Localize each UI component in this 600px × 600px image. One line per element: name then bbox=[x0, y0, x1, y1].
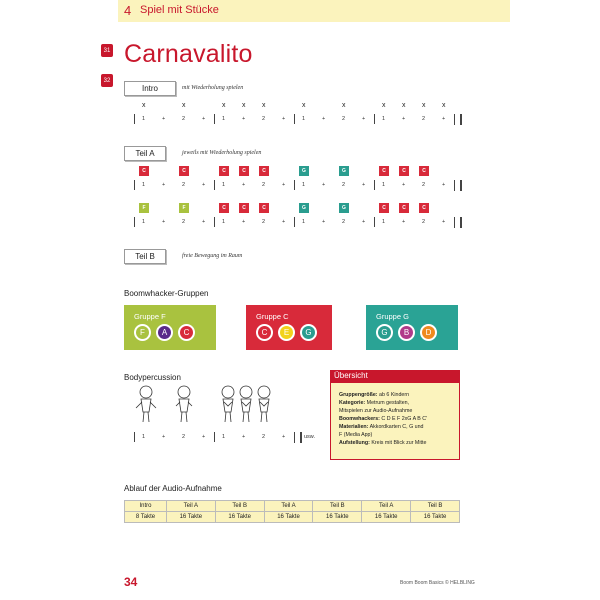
bar-line bbox=[134, 114, 135, 124]
intro-label: Intro bbox=[124, 81, 176, 96]
note-square: C bbox=[219, 166, 229, 176]
count-beat: + bbox=[242, 434, 246, 440]
audio-track-icon[interactable]: 32 bbox=[101, 74, 113, 87]
note-circle: C bbox=[256, 324, 273, 341]
audio-value-cell: 16 Takte bbox=[362, 512, 411, 523]
count-beat: + bbox=[162, 116, 166, 122]
note-square: G bbox=[299, 203, 309, 213]
count-beat: 2 bbox=[182, 116, 186, 122]
bar-line bbox=[134, 217, 135, 227]
x-mark: x bbox=[222, 102, 226, 109]
note-circle: G bbox=[376, 324, 393, 341]
count-beat: 1 bbox=[302, 219, 306, 225]
note-circle: F bbox=[134, 324, 151, 341]
intro-x-row bbox=[124, 102, 464, 112]
teil-a-label: Teil A bbox=[124, 146, 166, 161]
audio-header-cell: Teil B bbox=[411, 501, 460, 512]
intro-note: mit Wiederholung spielen bbox=[182, 85, 244, 91]
intro-count-row bbox=[124, 114, 464, 126]
teil-a-note: jeweils mit Wiederholung spielen bbox=[182, 150, 262, 156]
count-beat: 2 bbox=[422, 116, 426, 122]
count-beat: + bbox=[362, 116, 366, 122]
note-circle: D bbox=[420, 324, 437, 341]
count-beat: 2 bbox=[182, 434, 186, 440]
count-beat: + bbox=[242, 182, 246, 188]
audio-header-cell: Teil A bbox=[362, 501, 411, 512]
count-beat: 2 bbox=[182, 219, 186, 225]
overview-line: Gruppengröße: ab 6 Kindern bbox=[339, 392, 410, 398]
bar-line bbox=[214, 217, 215, 227]
overview-line: Boomwhackers: C D E F 2xG A B C' bbox=[339, 416, 428, 422]
audio-value-cell: 16 Takte bbox=[215, 512, 264, 523]
count-beat: 2 bbox=[422, 219, 426, 225]
count-beat: + bbox=[362, 219, 366, 225]
note-circle: B bbox=[398, 324, 415, 341]
end-bar bbox=[454, 217, 462, 228]
count-beat: + bbox=[322, 116, 326, 122]
groups-title: Boomwhacker-Gruppen bbox=[124, 289, 209, 298]
count-beat: 1 bbox=[222, 182, 226, 188]
audio-header-cell: Teil A bbox=[166, 501, 215, 512]
audio-header-cell: Teil B bbox=[215, 501, 264, 512]
count-beat: 1 bbox=[302, 182, 306, 188]
note-square: G bbox=[299, 166, 309, 176]
bar-line bbox=[374, 180, 375, 190]
bar-line bbox=[294, 217, 295, 227]
bodyperc-figures bbox=[130, 384, 280, 426]
note-square: C bbox=[399, 166, 409, 176]
footer-text: Boom Boom Basics © HELBLING bbox=[400, 580, 475, 586]
note-square: C bbox=[379, 166, 389, 176]
count-beat: 1 bbox=[142, 219, 146, 225]
count-beat: 2 bbox=[342, 219, 346, 225]
count-beat: 2 bbox=[262, 182, 266, 188]
audio-track-icon[interactable]: 31 bbox=[101, 44, 113, 57]
audio-value-cell: 8 Takte bbox=[125, 512, 167, 523]
bar-line bbox=[134, 180, 135, 190]
count-beat: + bbox=[202, 434, 206, 440]
group-card bbox=[366, 305, 458, 350]
note-square: C bbox=[219, 203, 229, 213]
count-beat: + bbox=[162, 434, 166, 440]
bar-line bbox=[214, 180, 215, 190]
bar-line bbox=[294, 180, 295, 190]
page-title: Carnavalito bbox=[124, 40, 253, 68]
note-square: C bbox=[419, 166, 429, 176]
x-mark: x bbox=[422, 102, 426, 109]
group-card bbox=[124, 305, 216, 350]
count-beat: 2 bbox=[342, 182, 346, 188]
teil-a-row2 bbox=[124, 201, 464, 215]
overview-line: Aufstellung: Kreis mit Blick zur Mitte bbox=[339, 440, 427, 446]
x-mark: x bbox=[342, 102, 346, 109]
usw-label: usw. bbox=[304, 434, 316, 440]
note-circle: E bbox=[278, 324, 295, 341]
note-square: C bbox=[259, 166, 269, 176]
group-label: Gruppe C bbox=[256, 312, 289, 321]
audio-title: Ablauf der Audio-Aufnahme bbox=[124, 484, 222, 493]
count-beat: + bbox=[162, 182, 166, 188]
count-beat: 2 bbox=[182, 182, 186, 188]
bodyperc-count-row bbox=[124, 432, 324, 444]
x-mark: x bbox=[142, 102, 146, 109]
page-number: 34 bbox=[124, 575, 138, 589]
note-square: C bbox=[259, 203, 269, 213]
count-beat: + bbox=[402, 116, 406, 122]
x-mark: x bbox=[302, 102, 306, 109]
count-beat: + bbox=[202, 219, 206, 225]
note-square: C bbox=[379, 203, 389, 213]
count-beat: 2 bbox=[342, 116, 346, 122]
audio-table bbox=[124, 500, 460, 523]
audio-value-cell: 16 Takte bbox=[411, 512, 460, 523]
count-beat: 1 bbox=[222, 116, 226, 122]
chapter-title: Spiel mit Stücke bbox=[140, 4, 219, 16]
group-label: Gruppe F bbox=[134, 312, 166, 321]
bar-line bbox=[374, 217, 375, 227]
teil-a-count1 bbox=[124, 180, 464, 192]
note-circle: G bbox=[300, 324, 317, 341]
note-circle: C bbox=[178, 324, 195, 341]
note-square: F bbox=[179, 203, 189, 213]
note-square: C bbox=[179, 166, 189, 176]
end-bar bbox=[454, 180, 462, 191]
count-beat: + bbox=[202, 182, 206, 188]
note-square: C bbox=[139, 166, 149, 176]
count-beat: 1 bbox=[382, 116, 386, 122]
group-label: Gruppe G bbox=[376, 312, 409, 321]
overview-line: Kategorie: Metrum gestalten, bbox=[339, 400, 410, 406]
x-mark: x bbox=[442, 102, 446, 109]
count-beat: 1 bbox=[382, 182, 386, 188]
count-beat: + bbox=[282, 434, 286, 440]
count-beat: 1 bbox=[302, 116, 306, 122]
count-beat: 2 bbox=[422, 182, 426, 188]
count-beat: + bbox=[322, 182, 326, 188]
end-bar bbox=[454, 114, 462, 125]
note-square: G bbox=[339, 203, 349, 213]
note-square: C bbox=[239, 166, 249, 176]
count-beat: 2 bbox=[262, 434, 266, 440]
overview-header: Übersicht bbox=[330, 370, 460, 382]
count-beat: 1 bbox=[382, 219, 386, 225]
note-square: C bbox=[239, 203, 249, 213]
count-beat: + bbox=[362, 182, 366, 188]
count-beat: + bbox=[242, 116, 246, 122]
overview-line: Mitspielen zur Audio-Aufnahme bbox=[339, 408, 413, 414]
note-square: C bbox=[419, 203, 429, 213]
count-beat: + bbox=[402, 182, 406, 188]
x-mark: x bbox=[262, 102, 266, 109]
count-beat: + bbox=[442, 182, 446, 188]
count-beat: 2 bbox=[262, 219, 266, 225]
x-mark: x bbox=[182, 102, 186, 109]
count-beat: + bbox=[442, 116, 446, 122]
count-beat: 2 bbox=[262, 116, 266, 122]
teil-a-row1 bbox=[124, 164, 464, 178]
count-beat: + bbox=[162, 219, 166, 225]
count-beat: + bbox=[442, 219, 446, 225]
teil-b-note: freie Bewegung im Raum bbox=[182, 253, 243, 259]
overview-line: Materialien: Akkordkarten C, G und bbox=[339, 424, 424, 430]
chapter-number: 4 bbox=[124, 3, 132, 18]
bar-line bbox=[214, 114, 215, 124]
overview-box bbox=[330, 382, 460, 460]
count-beat: 1 bbox=[222, 434, 226, 440]
x-mark: x bbox=[382, 102, 386, 109]
audio-value-cell: 16 Takte bbox=[166, 512, 215, 523]
count-beat: + bbox=[402, 219, 406, 225]
count-beat: + bbox=[282, 219, 286, 225]
count-beat: 1 bbox=[142, 182, 146, 188]
x-mark: x bbox=[402, 102, 406, 109]
count-beat: 1 bbox=[222, 219, 226, 225]
count-beat: 1 bbox=[142, 116, 146, 122]
teil-b-label: Teil B bbox=[124, 249, 166, 264]
audio-value-cell: 16 Takte bbox=[313, 512, 362, 523]
bar-line bbox=[294, 114, 295, 124]
audio-value-cell: 16 Takte bbox=[264, 512, 313, 523]
note-square: G bbox=[339, 166, 349, 176]
count-beat: 1 bbox=[142, 434, 146, 440]
count-beat: + bbox=[282, 182, 286, 188]
bar-line bbox=[374, 114, 375, 124]
teil-a-count2 bbox=[124, 217, 464, 229]
count-beat: + bbox=[282, 116, 286, 122]
note-square: F bbox=[139, 203, 149, 213]
overview-line: F (Media App) bbox=[339, 432, 373, 438]
note-circle: A bbox=[156, 324, 173, 341]
count-beat: + bbox=[202, 116, 206, 122]
count-beat: + bbox=[322, 219, 326, 225]
group-card bbox=[246, 305, 332, 350]
x-mark: x bbox=[242, 102, 246, 109]
note-square: C bbox=[399, 203, 409, 213]
audio-header-cell: Teil B bbox=[313, 501, 362, 512]
audio-header-cell: Teil A bbox=[264, 501, 313, 512]
bodyperc-title: Bodypercussion bbox=[124, 373, 181, 382]
audio-header-cell: Intro bbox=[125, 501, 167, 512]
count-beat: + bbox=[242, 219, 246, 225]
